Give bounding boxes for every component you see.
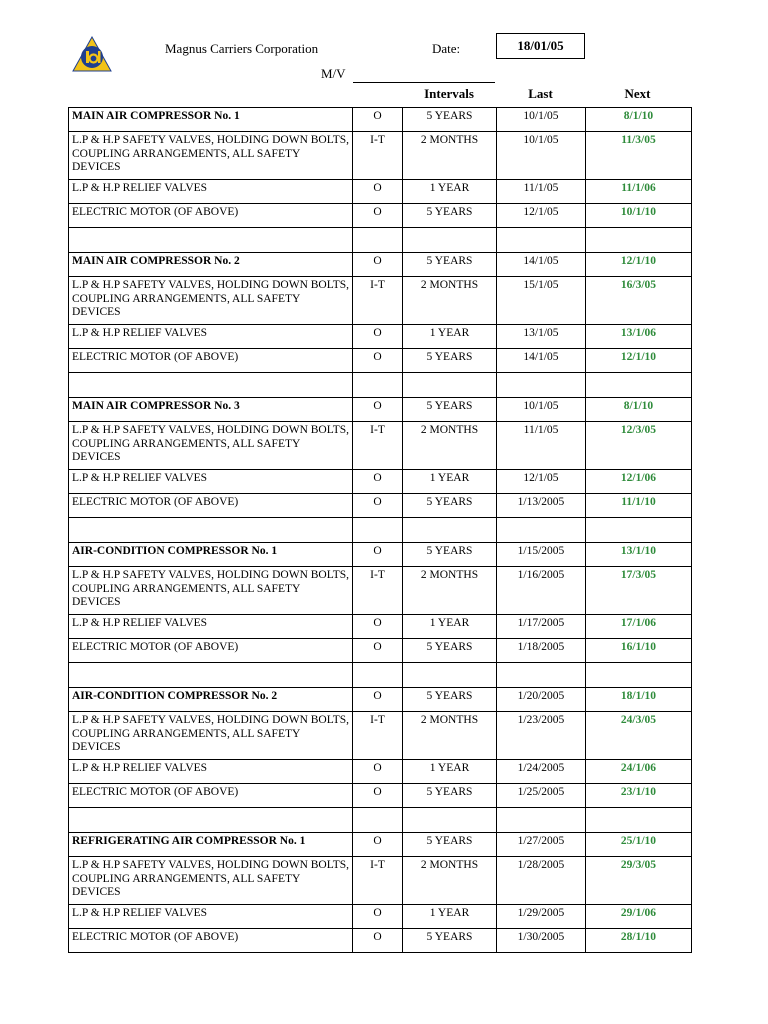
item-description: ELECTRIC MOTOR (OF ABOVE) — [69, 929, 353, 953]
inspection-type: O — [353, 929, 403, 953]
interval-cell — [403, 663, 497, 688]
last-date-cell: 12/1/05 — [497, 204, 586, 228]
last-date-cell — [497, 518, 586, 543]
last-date-cell: 10/1/05 — [497, 132, 586, 180]
last-date-cell: 15/1/05 — [497, 277, 586, 325]
maintenance-item-row — [69, 905, 692, 929]
inspection-type: I-T — [353, 567, 403, 615]
interval-cell: 2 MONTHS — [403, 277, 497, 325]
interval-cell — [403, 373, 497, 398]
interval-cell: 2 MONTHS — [403, 712, 497, 760]
last-date-cell: 13/1/05 — [497, 325, 586, 349]
maintenance-item-row — [69, 204, 692, 228]
last-date-cell: 14/1/05 — [497, 253, 586, 277]
next-date-cell: 12/3/05 — [586, 422, 692, 470]
item-description: L.P & H.P RELIEF VALVES — [69, 615, 353, 639]
next-date-cell: 23/1/10 — [586, 784, 692, 808]
last-date-cell: 1/16/2005 — [497, 567, 586, 615]
equipment-name: AIR-CONDITION COMPRESSOR No. 1 — [69, 543, 353, 567]
item-description: ELECTRIC MOTOR (OF ABOVE) — [69, 494, 353, 518]
inspection-type — [353, 808, 403, 833]
item-description: L.P & H.P SAFETY VALVES, HOLDING DOWN BOLTS, COUPLING ARRANGEMENTS, ALL SAFETY DEVICES — [69, 422, 353, 470]
interval-cell: 5 YEARS — [403, 784, 497, 808]
inspection-type: O — [353, 494, 403, 518]
item-description: ELECTRIC MOTOR (OF ABOVE) — [69, 639, 353, 663]
equipment-header-row — [69, 833, 692, 857]
maintenance-item-row — [69, 325, 692, 349]
last-date-cell: 14/1/05 — [497, 349, 586, 373]
equipment-header-row — [69, 108, 692, 132]
next-date-cell — [586, 808, 692, 833]
item-description: ELECTRIC MOTOR (OF ABOVE) — [69, 784, 353, 808]
interval-cell: 2 MONTHS — [403, 132, 497, 180]
inspection-type: O — [353, 349, 403, 373]
item-description — [69, 228, 353, 253]
inspection-type: O — [353, 760, 403, 784]
company-name: Magnus Carriers Corporation — [165, 41, 319, 56]
item-description: L.P & H.P SAFETY VALVES, HOLDING DOWN BOLTS, COUPLING ARRANGEMENTS, ALL SAFETY DEVICES — [69, 132, 353, 180]
inspection-type: O — [353, 615, 403, 639]
interval-cell — [403, 228, 497, 253]
interval-cell: 1 YEAR — [403, 180, 497, 204]
inspection-type — [353, 373, 403, 398]
next-date-cell — [586, 228, 692, 253]
interval-cell: 1 YEAR — [403, 905, 497, 929]
maintenance-item-row — [69, 132, 692, 180]
equipment-header-row — [69, 688, 692, 712]
last-date-cell — [497, 663, 586, 688]
equipment-header-row — [69, 543, 692, 567]
equipment-header-row — [69, 253, 692, 277]
next-date-cell: 8/1/10 — [586, 108, 692, 132]
item-description — [69, 518, 353, 543]
company-logo — [72, 36, 112, 72]
last-date-cell: 1/15/2005 — [497, 543, 586, 567]
next-date-cell: 16/3/05 — [586, 277, 692, 325]
item-description — [69, 373, 353, 398]
last-date-cell: 1/24/2005 — [497, 760, 586, 784]
column-header-last: Last — [528, 86, 553, 101]
item-description: L.P & H.P RELIEF VALVES — [69, 760, 353, 784]
next-date-cell: 11/1/10 — [586, 494, 692, 518]
spacer-row — [69, 663, 692, 688]
next-date-cell: 28/1/10 — [586, 929, 692, 953]
next-date-cell: 16/1/10 — [586, 639, 692, 663]
item-description: L.P & H.P RELIEF VALVES — [69, 325, 353, 349]
item-description: L.P & H.P SAFETY VALVES, HOLDING DOWN BOLTS, COUPLING ARRANGEMENTS, ALL SAFETY DEVICES — [69, 857, 353, 905]
last-date-cell: 1/13/2005 — [497, 494, 586, 518]
inspection-type: I-T — [353, 857, 403, 905]
inspection-type: O — [353, 543, 403, 567]
inspection-type: I-T — [353, 132, 403, 180]
interval-cell: 1 YEAR — [403, 470, 497, 494]
inspection-type: O — [353, 784, 403, 808]
equipment-name: MAIN AIR COMPRESSOR No. 3 — [69, 398, 353, 422]
maintenance-item-row — [69, 857, 692, 905]
equipment-name: REFRIGERATING AIR COMPRESSOR No. 1 — [69, 833, 353, 857]
date-value: 18/01/05 — [496, 33, 585, 59]
interval-cell — [403, 518, 497, 543]
inspection-type: I-T — [353, 422, 403, 470]
item-description: ELECTRIC MOTOR (OF ABOVE) — [69, 349, 353, 373]
inspection-type: O — [353, 639, 403, 663]
maintenance-item-row — [69, 639, 692, 663]
spacer-row — [69, 373, 692, 398]
equipment-name: MAIN AIR COMPRESSOR No. 2 — [69, 253, 353, 277]
vessel-label: M/V — [321, 66, 346, 81]
equipment-name: AIR-CONDITION COMPRESSOR No. 2 — [69, 688, 353, 712]
inspection-type: O — [353, 253, 403, 277]
next-date-cell — [586, 518, 692, 543]
maintenance-item-row — [69, 180, 692, 204]
next-date-cell: 24/3/05 — [586, 712, 692, 760]
interval-cell: 1 YEAR — [403, 760, 497, 784]
maintenance-item-row — [69, 277, 692, 325]
item-description: L.P & H.P SAFETY VALVES, HOLDING DOWN BOLTS, COUPLING ARRANGEMENTS, ALL SAFETY DEVICES — [69, 277, 353, 325]
equipment-name: MAIN AIR COMPRESSOR No. 1 — [69, 108, 353, 132]
vessel-name-underline — [353, 82, 495, 83]
interval-cell: 5 YEARS — [403, 929, 497, 953]
item-description: L.P & H.P RELIEF VALVES — [69, 180, 353, 204]
last-date-cell — [497, 808, 586, 833]
last-date-cell: 1/28/2005 — [497, 857, 586, 905]
item-description — [69, 663, 353, 688]
inspection-type: O — [353, 833, 403, 857]
inspection-type: O — [353, 398, 403, 422]
maintenance-table-body — [69, 108, 692, 953]
last-date-cell: 1/23/2005 — [497, 712, 586, 760]
inspection-type: I-T — [353, 277, 403, 325]
inspection-type: O — [353, 688, 403, 712]
maintenance-schedule-table — [68, 107, 692, 953]
item-description: L.P & H.P RELIEF VALVES — [69, 470, 353, 494]
last-date-cell: 1/25/2005 — [497, 784, 586, 808]
last-date-cell: 11/1/05 — [497, 422, 586, 470]
next-date-cell: 11/1/06 — [586, 180, 692, 204]
item-description — [69, 808, 353, 833]
next-date-cell: 11/3/05 — [586, 132, 692, 180]
last-date-cell: 10/1/05 — [497, 398, 586, 422]
last-date-cell — [497, 228, 586, 253]
maintenance-item-row — [69, 470, 692, 494]
next-date-cell: 29/3/05 — [586, 857, 692, 905]
next-date-cell: 13/1/10 — [586, 543, 692, 567]
next-date-cell: 12/1/10 — [586, 349, 692, 373]
interval-cell: 5 YEARS — [403, 833, 497, 857]
last-date-cell: 1/20/2005 — [497, 688, 586, 712]
inspection-type: O — [353, 180, 403, 204]
maintenance-item-row — [69, 712, 692, 760]
maintenance-item-row — [69, 929, 692, 953]
last-date-cell: 1/30/2005 — [497, 929, 586, 953]
interval-cell: 1 YEAR — [403, 325, 497, 349]
interval-cell: 1 YEAR — [403, 615, 497, 639]
spacer-row — [69, 808, 692, 833]
inspection-type: I-T — [353, 712, 403, 760]
last-date-cell — [497, 373, 586, 398]
last-date-cell: 11/1/05 — [497, 180, 586, 204]
maintenance-item-row — [69, 422, 692, 470]
next-date-cell: 18/1/10 — [586, 688, 692, 712]
inspection-type — [353, 518, 403, 543]
interval-cell: 5 YEARS — [403, 543, 497, 567]
inspection-type: O — [353, 470, 403, 494]
next-date-cell: 10/1/10 — [586, 204, 692, 228]
interval-cell: 5 YEARS — [403, 204, 497, 228]
column-header-next: Next — [624, 86, 651, 101]
column-header-intervals: Intervals — [424, 86, 474, 101]
interval-cell: 2 MONTHS — [403, 422, 497, 470]
inspection-type — [353, 228, 403, 253]
next-date-cell: 12/1/10 — [586, 253, 692, 277]
equipment-header-row — [69, 398, 692, 422]
inspection-type: O — [353, 108, 403, 132]
interval-cell: 5 YEARS — [403, 494, 497, 518]
maintenance-item-row — [69, 494, 692, 518]
inspection-type: O — [353, 204, 403, 228]
inspection-type: O — [353, 905, 403, 929]
maintenance-item-row — [69, 567, 692, 615]
interval-cell: 2 MONTHS — [403, 567, 497, 615]
interval-cell: 5 YEARS — [403, 349, 497, 373]
maintenance-item-row — [69, 784, 692, 808]
last-date-cell: 12/1/05 — [497, 470, 586, 494]
interval-cell: 2 MONTHS — [403, 857, 497, 905]
next-date-cell — [586, 373, 692, 398]
interval-cell: 5 YEARS — [403, 108, 497, 132]
interval-cell: 5 YEARS — [403, 639, 497, 663]
next-date-cell: 12/1/06 — [586, 470, 692, 494]
maintenance-item-row — [69, 349, 692, 373]
item-description: L.P & H.P SAFETY VALVES, HOLDING DOWN BOLTS, COUPLING ARRANGEMENTS, ALL SAFETY DEVICES — [69, 567, 353, 615]
spacer-row — [69, 518, 692, 543]
item-description: L.P & H.P SAFETY VALVES, HOLDING DOWN BOLTS, COUPLING ARRANGEMENTS, ALL SAFETY DEVICES — [69, 712, 353, 760]
next-date-cell: 13/1/06 — [586, 325, 692, 349]
interval-cell: 5 YEARS — [403, 253, 497, 277]
last-date-cell: 1/27/2005 — [497, 833, 586, 857]
last-date-cell: 1/17/2005 — [497, 615, 586, 639]
item-description: L.P & H.P RELIEF VALVES — [69, 905, 353, 929]
next-date-cell: 24/1/06 — [586, 760, 692, 784]
last-date-cell: 1/18/2005 — [497, 639, 586, 663]
item-description: ELECTRIC MOTOR (OF ABOVE) — [69, 204, 353, 228]
inspection-type: O — [353, 325, 403, 349]
next-date-cell: 29/1/06 — [586, 905, 692, 929]
date-label: Date: — [432, 41, 461, 56]
interval-cell: 5 YEARS — [403, 398, 497, 422]
last-date-cell: 10/1/05 — [497, 108, 586, 132]
maintenance-item-row — [69, 615, 692, 639]
spacer-row — [69, 228, 692, 253]
maintenance-item-row — [69, 760, 692, 784]
next-date-cell: 17/3/05 — [586, 567, 692, 615]
next-date-cell: 8/1/10 — [586, 398, 692, 422]
last-date-cell: 1/29/2005 — [497, 905, 586, 929]
inspection-type — [353, 663, 403, 688]
next-date-cell — [586, 663, 692, 688]
next-date-cell: 17/1/06 — [586, 615, 692, 639]
interval-cell — [403, 808, 497, 833]
interval-cell: 5 YEARS — [403, 688, 497, 712]
next-date-cell: 25/1/10 — [586, 833, 692, 857]
